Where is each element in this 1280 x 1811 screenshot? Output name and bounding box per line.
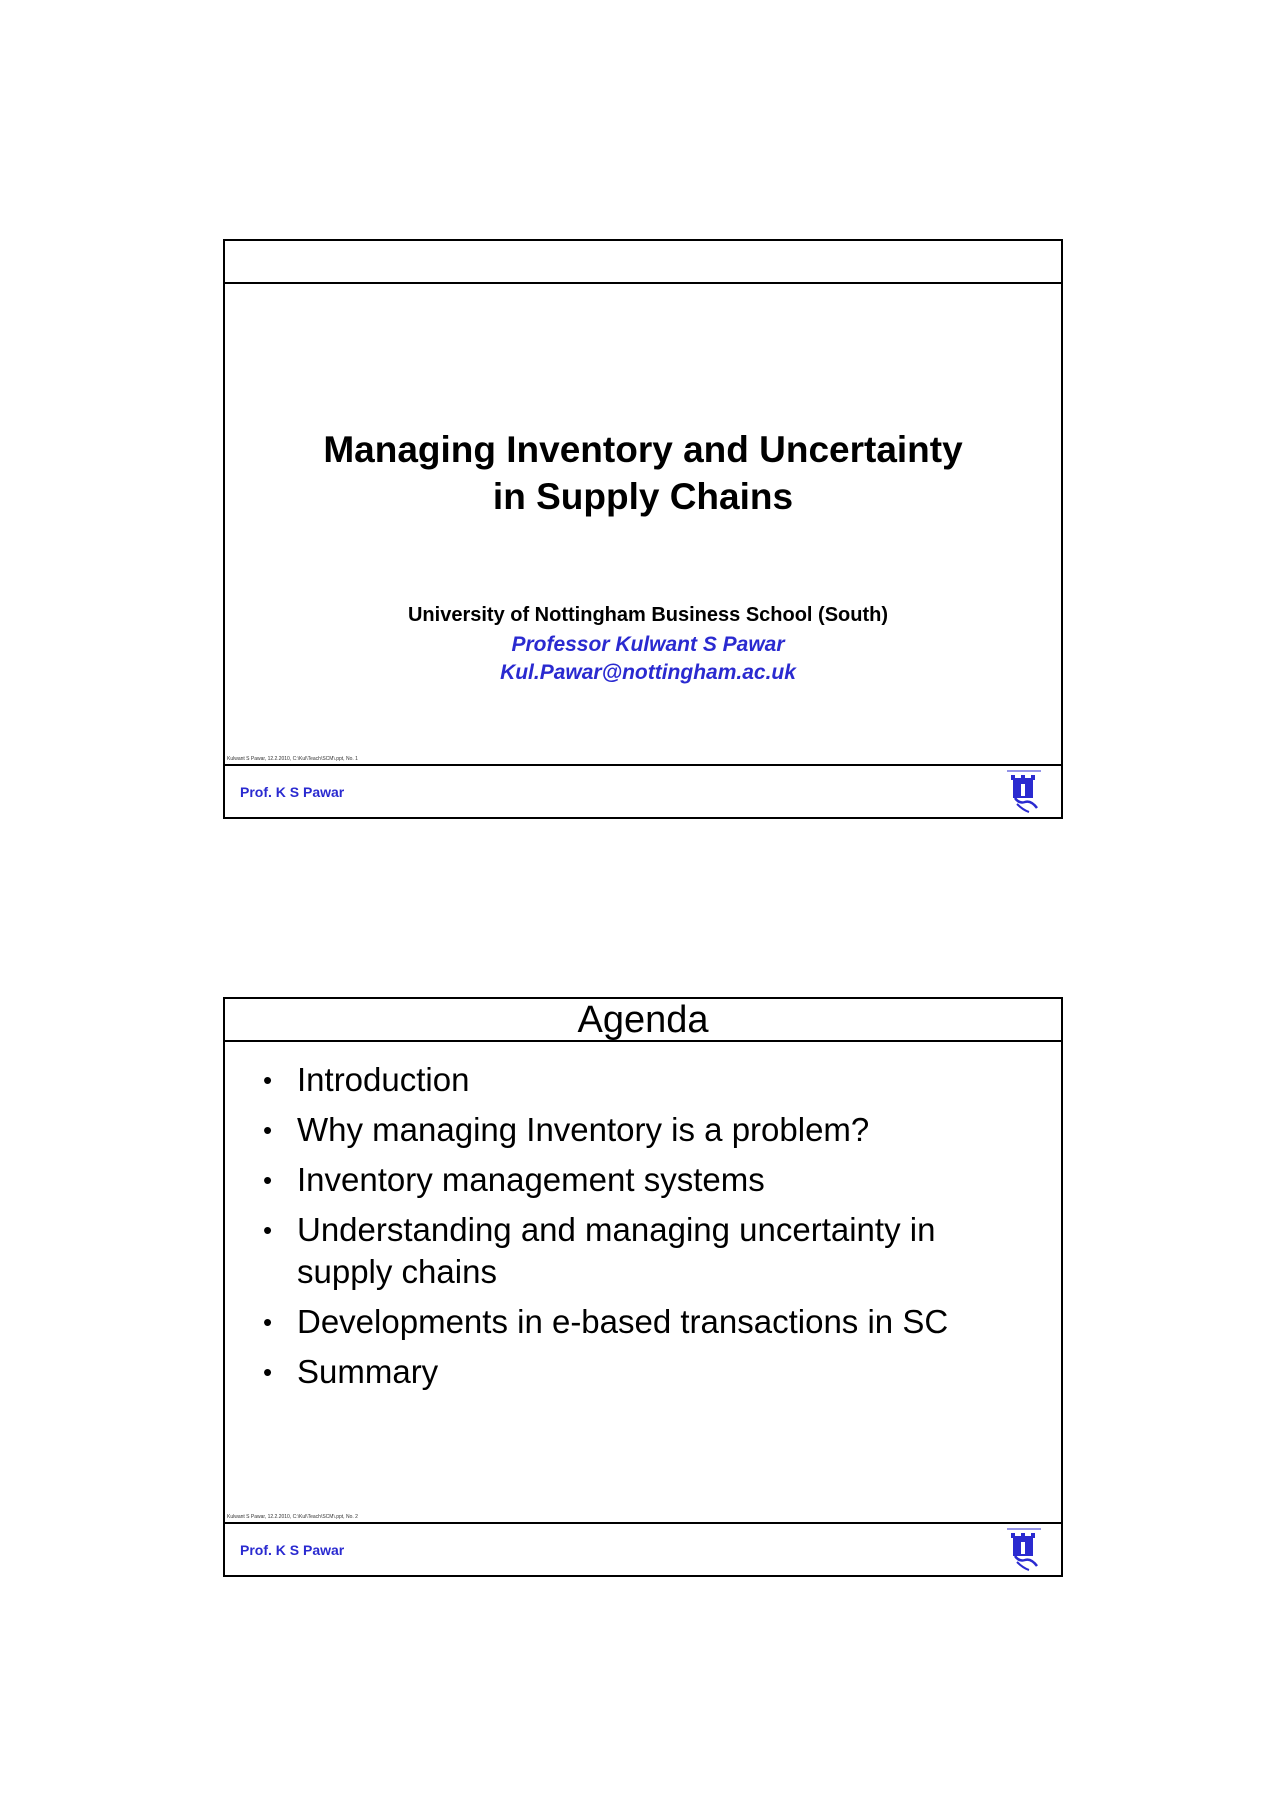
slide-title: Agenda (577, 999, 709, 1041)
list-item (263, 1059, 1033, 1101)
bullet-icon: • (263, 1215, 273, 1245)
list-item-text: Why managing Inventory is a problem? (297, 1111, 870, 1148)
list-item-text: Inventory management systems (297, 1161, 765, 1198)
list-item (263, 1209, 1033, 1293)
bullet-icon: • (263, 1307, 273, 1337)
footer-author: Prof. K S Pawar (240, 784, 345, 800)
slide-footnote: Kulwant S Pawar, 12.2.2010, C:\Kul\Teach\SCM\.ppt, No. 1 (227, 756, 358, 762)
list-item-text: Summary (297, 1353, 439, 1390)
list-item (263, 1109, 1033, 1151)
list-item (263, 1301, 1033, 1343)
university-crest-icon (1005, 768, 1043, 814)
presenter-email: Kul.Pawar@nottingham.ac.uk (500, 661, 796, 684)
presentation-title (225, 426, 1061, 520)
slide-footer (225, 1522, 1061, 1575)
title-line-2: in Supply Chains (492, 476, 794, 517)
bullet-icon: • (263, 1165, 273, 1195)
university-crest-icon (1005, 1526, 1043, 1572)
title-line-1: Managing Inventory and Uncertainty (323, 429, 963, 470)
list-item (263, 1159, 1033, 1201)
slide-title-bar (225, 241, 1061, 284)
agenda-slide (223, 997, 1063, 1577)
bullet-icon: • (263, 1115, 273, 1145)
presenter-name: Professor Kulwant S Pawar (511, 633, 785, 656)
slide-footnote: Kulwant S Pawar, 12.2.2010, C:\Kul\Teach\SCM\.ppt, No. 2 (227, 1514, 358, 1520)
bullet-icon: • (263, 1357, 273, 1387)
footer-author: Prof. K S Pawar (240, 1542, 345, 1558)
slide-title-bar (225, 999, 1061, 1042)
list-item-text: Developments in e-based transactions in SC (297, 1303, 949, 1340)
slide-footer (225, 764, 1061, 817)
affiliation: University of Nottingham Business School (South) (407, 604, 889, 626)
list-item-text: Introduction (297, 1061, 470, 1098)
agenda-list (263, 1059, 1033, 1401)
list-item-text: Understanding and managing uncertainty in supply chains (297, 1211, 936, 1290)
bullet-icon: • (263, 1065, 273, 1095)
title-slide (223, 239, 1063, 819)
list-item (263, 1351, 1033, 1393)
